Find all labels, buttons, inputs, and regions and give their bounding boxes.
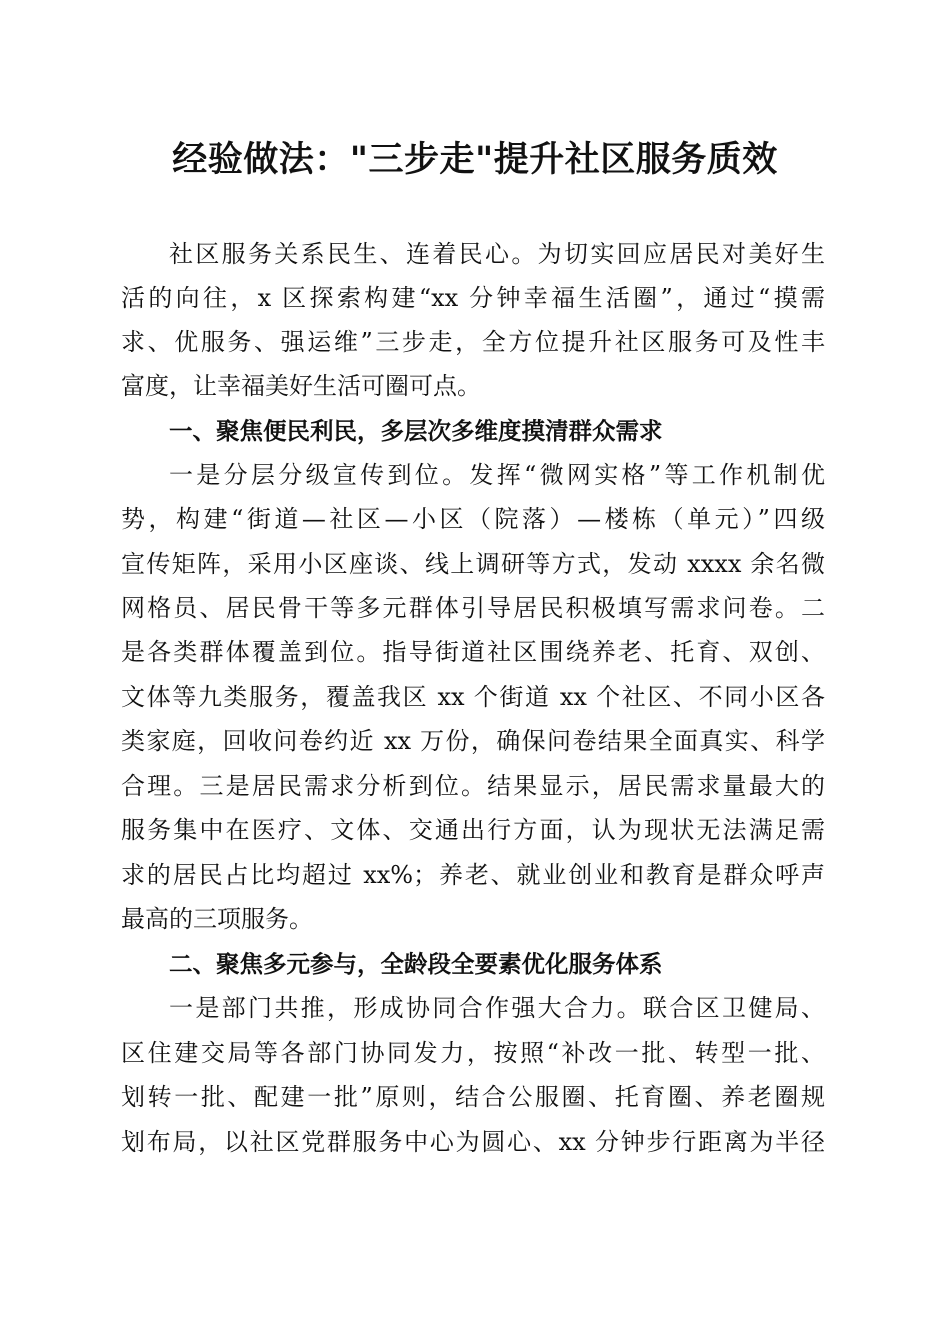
paragraph-line: 网格员、居民骨干等多元群体引导居民积极填写需求问卷。二 [121,594,825,622]
paragraph-line: 社区服务关系民生、连着民心。为切实回应居民对美好生 [169,240,825,268]
paragraph-line: 富度，让幸福美好生活可圈可点。 [121,372,481,400]
paragraph-line: 求的居民占比均超过 xx%；养老、就业创业和教育是群众呼声 [121,861,825,889]
paragraph-line: 一是分层分级宣传到位。发挥“微网实格”等工作机制优 [169,461,825,489]
paragraph-line: 宣传矩阵，采用小区座谈、线上调研等方式，发动 xxxx 余名微 [121,550,825,578]
paragraph-line: 活的向往，x 区探索构建“xx 分钟幸福生活圈”，通过“摸需 [121,284,825,312]
paragraph-line: 是各类群体覆盖到位。指导街道社区围绕养老、托育、双创、 [121,638,825,666]
paragraph-line: 区住建交局等各部门协同发力，按照“补改一批、转型一批、 [121,1039,825,1067]
paragraph-line: 服务集中在医疗、文体、交通出行方面，认为现状无法满足需 [121,816,825,844]
paragraph-line: 求、优服务、强运维”三步走，全方位提升社区服务可及性丰 [121,328,825,356]
paragraph-line: 划布局，以社区党群服务中心为圆心、xx 分钟步行距离为半径 [121,1128,825,1156]
paragraph-line: 一是部门共推，形成协同合作强大合力。联合区卫健局、 [169,994,825,1022]
section-heading-2: 二、聚焦多元参与，全龄段全要素优化服务体系 [169,950,663,978]
paragraph-line: 势，构建“街道—社区—小区（院落）—楼栋（单元）”四级 [121,505,825,533]
paragraph-line: 文体等九类服务，覆盖我区 xx 个街道 xx 个社区、不同小区各 [121,683,825,711]
paragraph-line: 划转一批、配建一批”原则，结合公服圈、托育圈、养老圈规 [121,1083,825,1111]
document-title: 经验做法："三步走"提升社区服务质效 [172,139,778,180]
section-heading-1: 一、聚焦便民利民，多层次多维度摸清群众需求 [169,417,663,445]
paragraph-line: 类家庭，回收问卷约近 xx 万份，确保问卷结果全面真实、科学 [121,727,825,755]
paragraph-line: 最高的三项服务。 [121,905,313,933]
paragraph-line: 合理。三是居民需求分析到位。结果显示，居民需求量最大的 [121,772,825,800]
